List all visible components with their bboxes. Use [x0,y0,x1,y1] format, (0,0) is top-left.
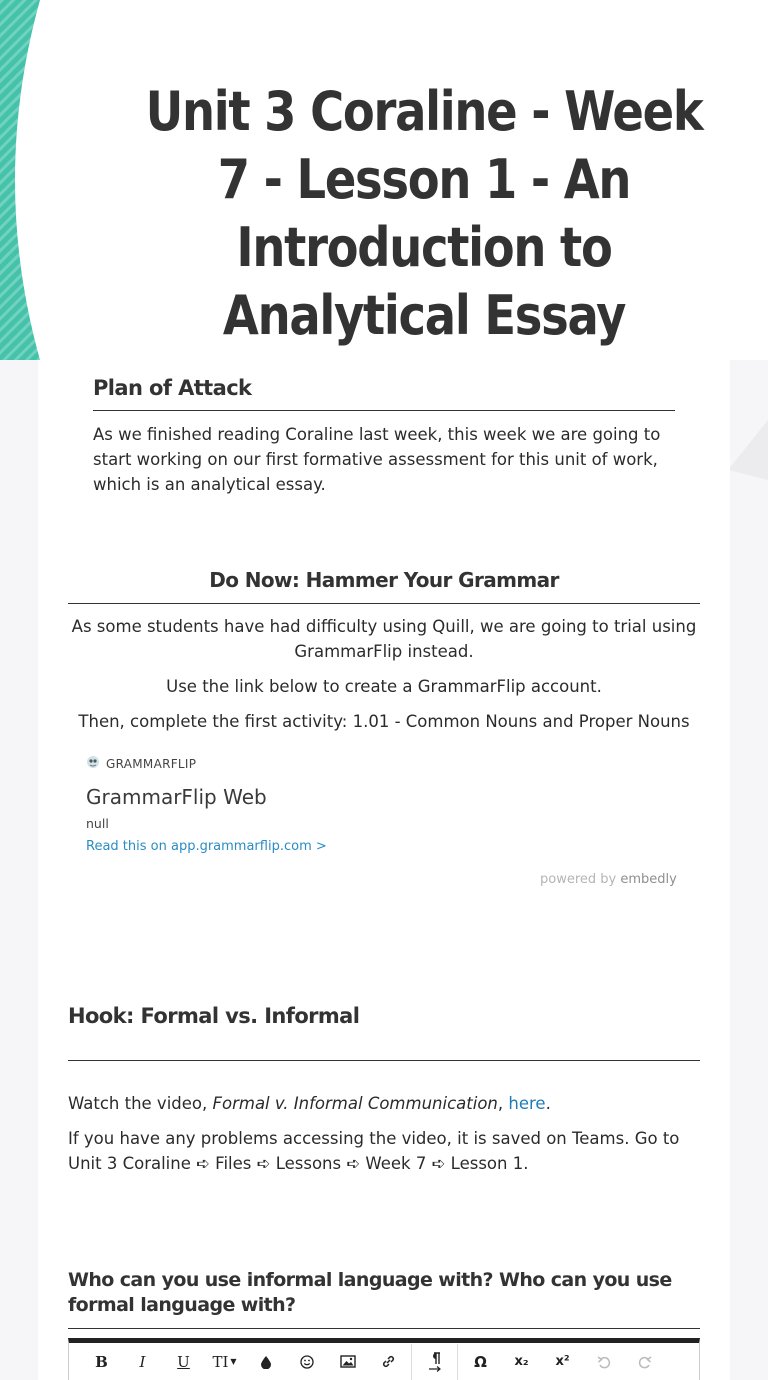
text-size-dropdown[interactable] [204,1344,245,1380]
plan-body: As we finished reading Coraline last week, this week we are going to start working on our first formative assessment for this unit of work, which is an analytical essay. [93,425,661,494]
plan-heading: Plan of Attack [93,376,252,400]
text-color-button[interactable] [245,1344,286,1380]
image-button[interactable] [327,1344,368,1380]
teal-corner-decoration [0,0,60,360]
page-title: Unit 3 Coraline - Week 7 - Lesson 1 - An Introduction to Analytical Essay [145,80,703,347]
plan-divider [93,410,675,411]
do-now-line-2: Use the link below to create a GrammarFlip account. [166,677,602,696]
question-divider [68,1328,700,1329]
lesson-content [38,360,730,1380]
watch-end: . [545,1094,551,1113]
do-now-line-3: Then, complete the first activity: 1.01 - Common Nouns and Proper Nouns [78,712,690,731]
special-characters-button[interactable]: Ω [474,1352,487,1371]
grammarflip-logo-icon [86,755,100,772]
underline-button[interactable]: U [177,1352,190,1371]
paragraph-icon [428,1352,442,1372]
toolbar-separator [457,1344,458,1380]
page-header [0,0,768,360]
undo-button[interactable] [583,1344,624,1380]
bold-button[interactable]: B [95,1352,108,1371]
embed-title[interactable]: GrammarFlip Web [86,785,267,809]
hook-problems-text: If you have any problems accessing the video, it is saved on Teams. Go to Unit 3 Coraline ➪ Files ➪ Lessons ➪ Week 7 ➪ Lesson 1. [68,1129,680,1173]
link-icon [381,1354,396,1369]
hook-heading: Hook: Formal vs. Informal [68,1004,360,1028]
video-link[interactable]: here [508,1094,546,1113]
editor-toolbar [68,1338,700,1380]
link-button[interactable] [368,1344,409,1380]
smiley-icon [300,1355,314,1369]
powered-by-text: powered by [540,872,617,887]
image-icon [340,1355,356,1368]
italic-button[interactable]: I [139,1352,146,1371]
embedly-brand: embedly [620,872,677,887]
watch-prefix: Watch the video, [68,1094,213,1113]
droplet-icon [260,1355,272,1369]
paragraph-direction-button[interactable] [414,1344,455,1380]
embed-provider [86,755,196,772]
undo-icon [597,1355,611,1369]
text-size-label: TI [212,1352,229,1371]
superscript-button[interactable]: x² [555,1354,570,1369]
redo-button[interactable] [624,1344,665,1380]
right-edge-decoration [728,420,768,480]
embed-provider-name: GRAMMARFLIP [106,756,197,771]
toolbar-separator [411,1344,412,1380]
embed-description: null [86,816,109,831]
subscript-button[interactable]: x₂ [514,1354,529,1369]
do-now-divider [68,603,700,604]
redo-icon [638,1355,652,1369]
watch-sep: , [497,1094,509,1113]
video-title: Formal v. Informal Communication [212,1094,498,1113]
emoji-button[interactable] [286,1344,327,1380]
hook-watch-text [68,1091,700,1116]
do-now-heading: Do Now: Hammer Your Grammar [209,568,559,592]
embed-read-link[interactable]: Read this on app.grammarflip.com > [86,839,327,854]
question-heading: Who can you use informal language with? Who can you use formal language with? [68,1269,672,1316]
hook-divider [68,1060,700,1061]
chevron-down-icon: ▼ [230,1357,237,1366]
embedly-credit[interactable] [540,872,677,887]
do-now-line-1: As some students have had difficulty using Quill, we are going to trial using GrammarFlip instead. [71,617,697,661]
